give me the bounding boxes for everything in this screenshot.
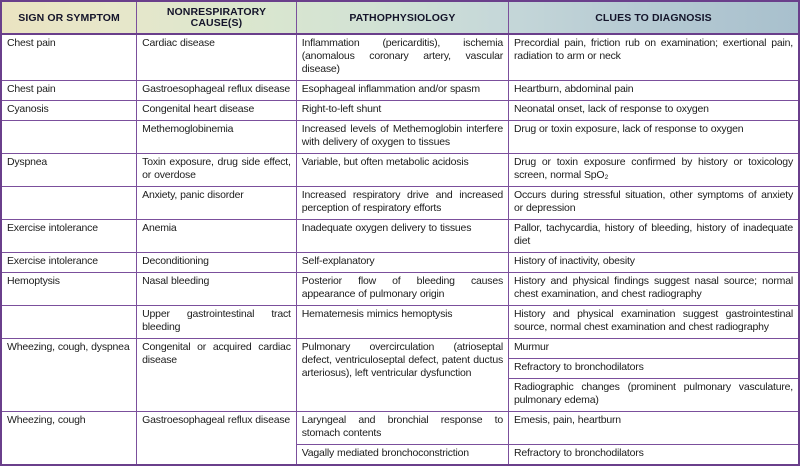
cell-sign-or-symptom: Wheezing, cough xyxy=(1,412,137,466)
cell-pathophysiology: Posterior flow of bleeding causes appearance of pulmonary origin xyxy=(296,273,508,306)
cell-nonrespiratory-cause: Gastroesophageal reflux disease xyxy=(137,81,297,101)
column-header-sign-or-symptom: SIGN OR SYMPTOM xyxy=(1,1,137,34)
table-row xyxy=(1,339,799,359)
cell-clue-to-diagnosis: Neonatal onset, lack of response to oxygen xyxy=(509,101,799,121)
cell-sign-or-symptom xyxy=(1,187,137,220)
cell-clue-to-diagnosis: Emesis, pain, heartburn xyxy=(509,412,799,445)
table-row xyxy=(1,101,799,121)
column-header-pathophysiology: PATHOPHYSIOLOGY xyxy=(296,1,508,34)
table-row xyxy=(1,121,799,154)
table-row xyxy=(1,220,799,253)
cell-pathophysiology: Inflammation (pericarditis), ischemia (anomalous coronary artery, vascular disease) xyxy=(296,34,508,81)
cell-clue-to-diagnosis: Pallor, tachycardia, history of bleeding, history of inadequate diet xyxy=(509,220,799,253)
cell-nonrespiratory-cause: Gastroesophageal reflux disease xyxy=(137,412,297,466)
cell-pathophysiology: Hematemesis mimics hemoptysis xyxy=(296,306,508,339)
cell-sign-or-symptom: Cyanosis xyxy=(1,101,137,121)
cell-nonrespiratory-cause: Cardiac disease xyxy=(137,34,297,81)
table-row xyxy=(1,253,799,273)
table-row xyxy=(1,412,799,445)
cell-sign-or-symptom: Wheezing, cough, dyspnea xyxy=(1,339,137,412)
cell-clue-to-diagnosis: Refractory to bronchodilators xyxy=(509,445,799,466)
cell-clue-to-diagnosis: Refractory to bronchodilators xyxy=(509,359,799,379)
cell-clue-to-diagnosis: Occurs during stressful situation, other symptoms of anxiety or depression xyxy=(509,187,799,220)
cell-clue-to-diagnosis: Drug or toxin exposure, lack of response to oxygen xyxy=(509,121,799,154)
table-row xyxy=(1,273,799,306)
cell-pathophysiology: Increased levels of Methemoglobin interfere with delivery of oxygen to tissues xyxy=(296,121,508,154)
cell-nonrespiratory-cause: Congenital heart disease xyxy=(137,101,297,121)
cell-sign-or-symptom xyxy=(1,121,137,154)
cell-pathophysiology: Esophageal inflammation and/or spasm xyxy=(296,81,508,101)
cell-sign-or-symptom: Dyspnea xyxy=(1,154,137,187)
cell-nonrespiratory-cause: Methemoglobinemia xyxy=(137,121,297,154)
cell-sign-or-symptom: Exercise intolerance xyxy=(1,220,137,253)
cell-clue-to-diagnosis: Heartburn, abdominal pain xyxy=(509,81,799,101)
cell-pathophysiology: Inadequate oxygen delivery to tissues xyxy=(296,220,508,253)
cell-nonrespiratory-cause: Toxin exposure, drug side effect, or overdose xyxy=(137,154,297,187)
cell-nonrespiratory-cause: Nasal bleeding xyxy=(137,273,297,306)
cell-nonrespiratory-cause: Congenital or acquired cardiac disease xyxy=(137,339,297,412)
cell-pathophysiology: Variable, but often metabolic acidosis xyxy=(296,154,508,187)
table-row xyxy=(1,306,799,339)
cell-pathophysiology: Pulmonary overcirculation (atrioseptal defect, ventriculoseptal defect, patent ductus arteriosus), left ventricular dysfunction xyxy=(296,339,508,412)
table-header-row xyxy=(1,1,799,34)
cell-nonrespiratory-cause: Anxiety, panic disorder xyxy=(137,187,297,220)
cell-nonrespiratory-cause: Deconditioning xyxy=(137,253,297,273)
cell-clue-to-diagnosis: History of inactivity, obesity xyxy=(509,253,799,273)
cell-nonrespiratory-cause: Anemia xyxy=(137,220,297,253)
cell-pathophysiology: Increased respiratory drive and increased perception of respiratory efforts xyxy=(296,187,508,220)
cell-sign-or-symptom: Chest pain xyxy=(1,81,137,101)
cell-clue-to-diagnosis: Murmur xyxy=(509,339,799,359)
cell-clue-to-diagnosis: History and physical findings suggest nasal source; normal chest examination, and chest radiography xyxy=(509,273,799,306)
cell-pathophysiology: Laryngeal and bronchial response to stomach contents xyxy=(296,412,508,445)
cell-clue-to-diagnosis: Drug or toxin exposure confirmed by history or toxicology screen, normal SpO₂ xyxy=(509,154,799,187)
cell-clue-to-diagnosis: Precordial pain, friction rub on examination; exertional pain, radiation to arm or neck xyxy=(509,34,799,81)
table-row xyxy=(1,154,799,187)
table-body xyxy=(1,34,799,465)
cell-clue-to-diagnosis: History and physical examination suggest gastrointestinal source, normal chest examination and chest radiography xyxy=(509,306,799,339)
table-row xyxy=(1,34,799,81)
cell-nonrespiratory-cause: Upper gastrointestinal tract bleeding xyxy=(137,306,297,339)
table-row xyxy=(1,187,799,220)
cell-pathophysiology: Right-to-left shunt xyxy=(296,101,508,121)
cell-clue-to-diagnosis: Radiographic changes (prominent pulmonary vasculature, pulmonary edema) xyxy=(509,379,799,412)
table-row xyxy=(1,81,799,101)
table-header xyxy=(1,1,799,34)
cell-pathophysiology: Self-explanatory xyxy=(296,253,508,273)
column-header-clues-to-diagnosis: CLUES TO DIAGNOSIS xyxy=(509,1,799,34)
cell-sign-or-symptom: Exercise intolerance xyxy=(1,253,137,273)
column-header-nonrespiratory-causes: NONRESPIRATORY CAUSE(S) xyxy=(137,1,297,34)
cell-sign-or-symptom xyxy=(1,306,137,339)
cell-sign-or-symptom: Chest pain xyxy=(1,34,137,81)
cell-sign-or-symptom: Hemoptysis xyxy=(1,273,137,306)
cell-pathophysiology: Vagally mediated bronchoconstriction xyxy=(296,445,508,466)
